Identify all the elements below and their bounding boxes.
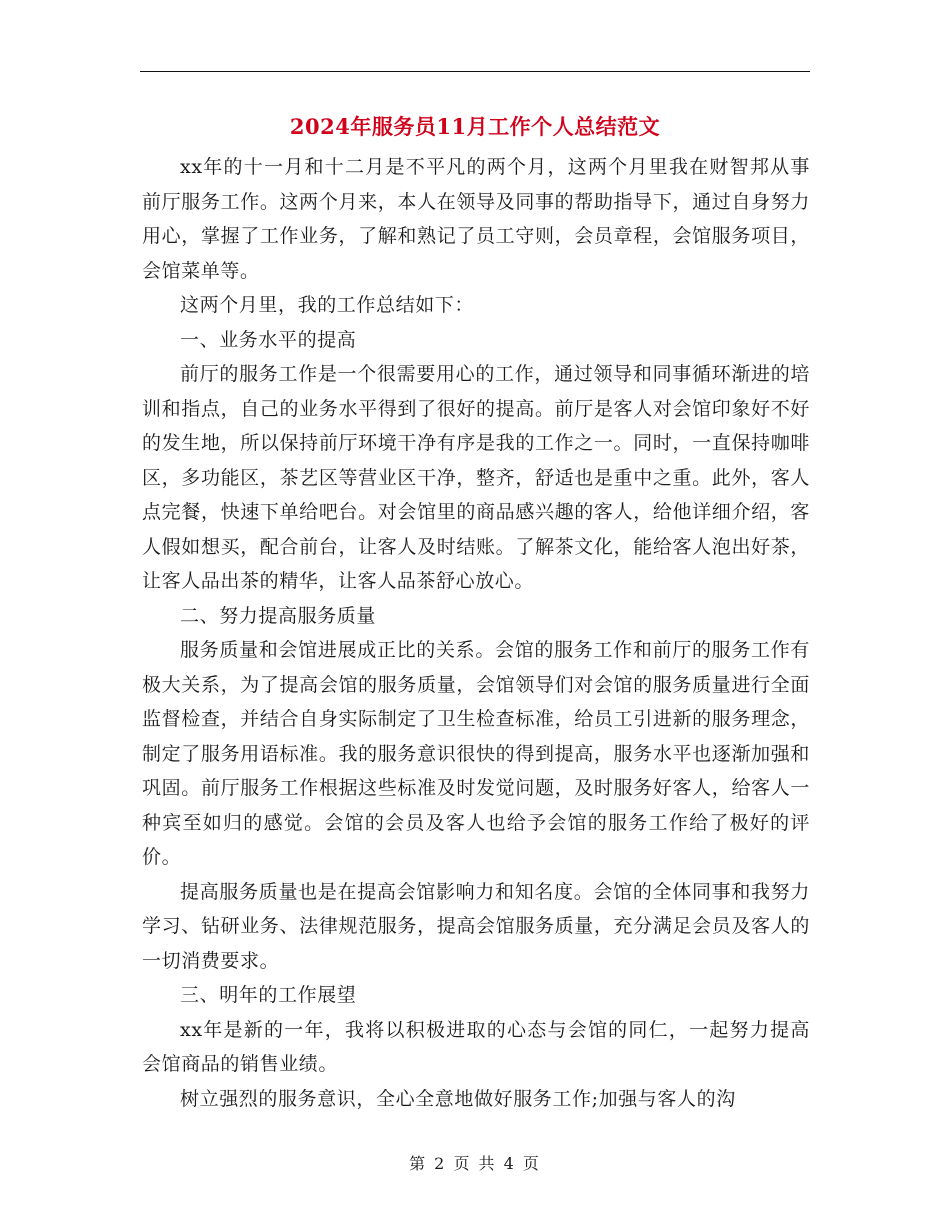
document-title: 2024年服务员11月工作个人总结范文 (289, 114, 661, 139)
section-heading-3: 三、明年的工作展望 (180, 984, 357, 1006)
paragraph-section-1: 前厅的服务工作是一个很需要用心的工作，通过领导和同事循环渐进的培训和指点，自己的业务水平得到了很好的提高。前厅是客人对会馆印象好不好的发生地，所以保持前厅环境干净有序是我的工作之一。同时，一直保持咖啡区，多功能区，茶艺区等营业区干净，整齐，舒适也是重中之重。此外，客人点完餐，快速下单给吧台。对会馆里的商品感兴趣的客人，给他详细介绍，客人假如想买，配合前台，让客人及时结账。了解茶文化，能给客人泡出好茶，让客人品出茶的精华，让客人品茶舒心放心。 (142, 363, 810, 592)
paragraph-intro: xx年的十一月和十二月是不平凡的两个月，这两个月里我在财智邦从事前厅服务工作。这两个月来，本人在领导及同事的帮助指导下，通过自身努力用心，掌握了工作业务，了解和熟记了员工守则，会员章程，会馆服务项目，会馆菜单等。 (142, 156, 810, 282)
section-heading-1: 一、业务水平的提高 (180, 328, 357, 351)
header-rule (140, 71, 810, 72)
paragraph-summary-lead: 这两个月里，我的工作总结如下： (180, 294, 475, 316)
section-heading-2: 二、努力提高服务质量 (180, 604, 377, 627)
paragraph-section-3b: 树立强烈的服务意识，全心全意地做好服务工作;加强与客人的沟 (180, 1087, 736, 1110)
paragraph-section-2b: 提高服务质量也是在提高会馆影响力和知名度。会馆的全体同事和我努力学习、钻研业务、法律规范服务，提高会馆服务质量，充分满足会员及客人的一切消费要求。 (142, 880, 810, 972)
paragraph-section-2a: 服务质量和会馆进展成正比的关系。会馆的服务工作和前厅的服务工作有极大关系，为了提高会馆的服务质量，会馆领导们对会馆的服务质量进行全面监督检查，并结合自身实际制定了卫生检查标准，给员工引进新的服务理念，制定了服务用语标准。我的服务意识很快的得到提高，服务水平也逐渐加强和巩固。前厅服务工作根据这些标准及时发觉问题，及时服务好客人，给客人一种宾至如归的感觉。会馆的会员及客人也给予会馆的服务工作给了极好的评价。 (142, 639, 810, 868)
paragraph-section-3a: xx年是新的一年，我将以积极进取的心态与会馆的同仁，一起努力提高会馆商品的销售业绩。 (142, 1018, 810, 1075)
document-body (142, 150, 810, 1116)
page-number-footer: 第 2 页 共 4 页 (409, 1154, 541, 1173)
